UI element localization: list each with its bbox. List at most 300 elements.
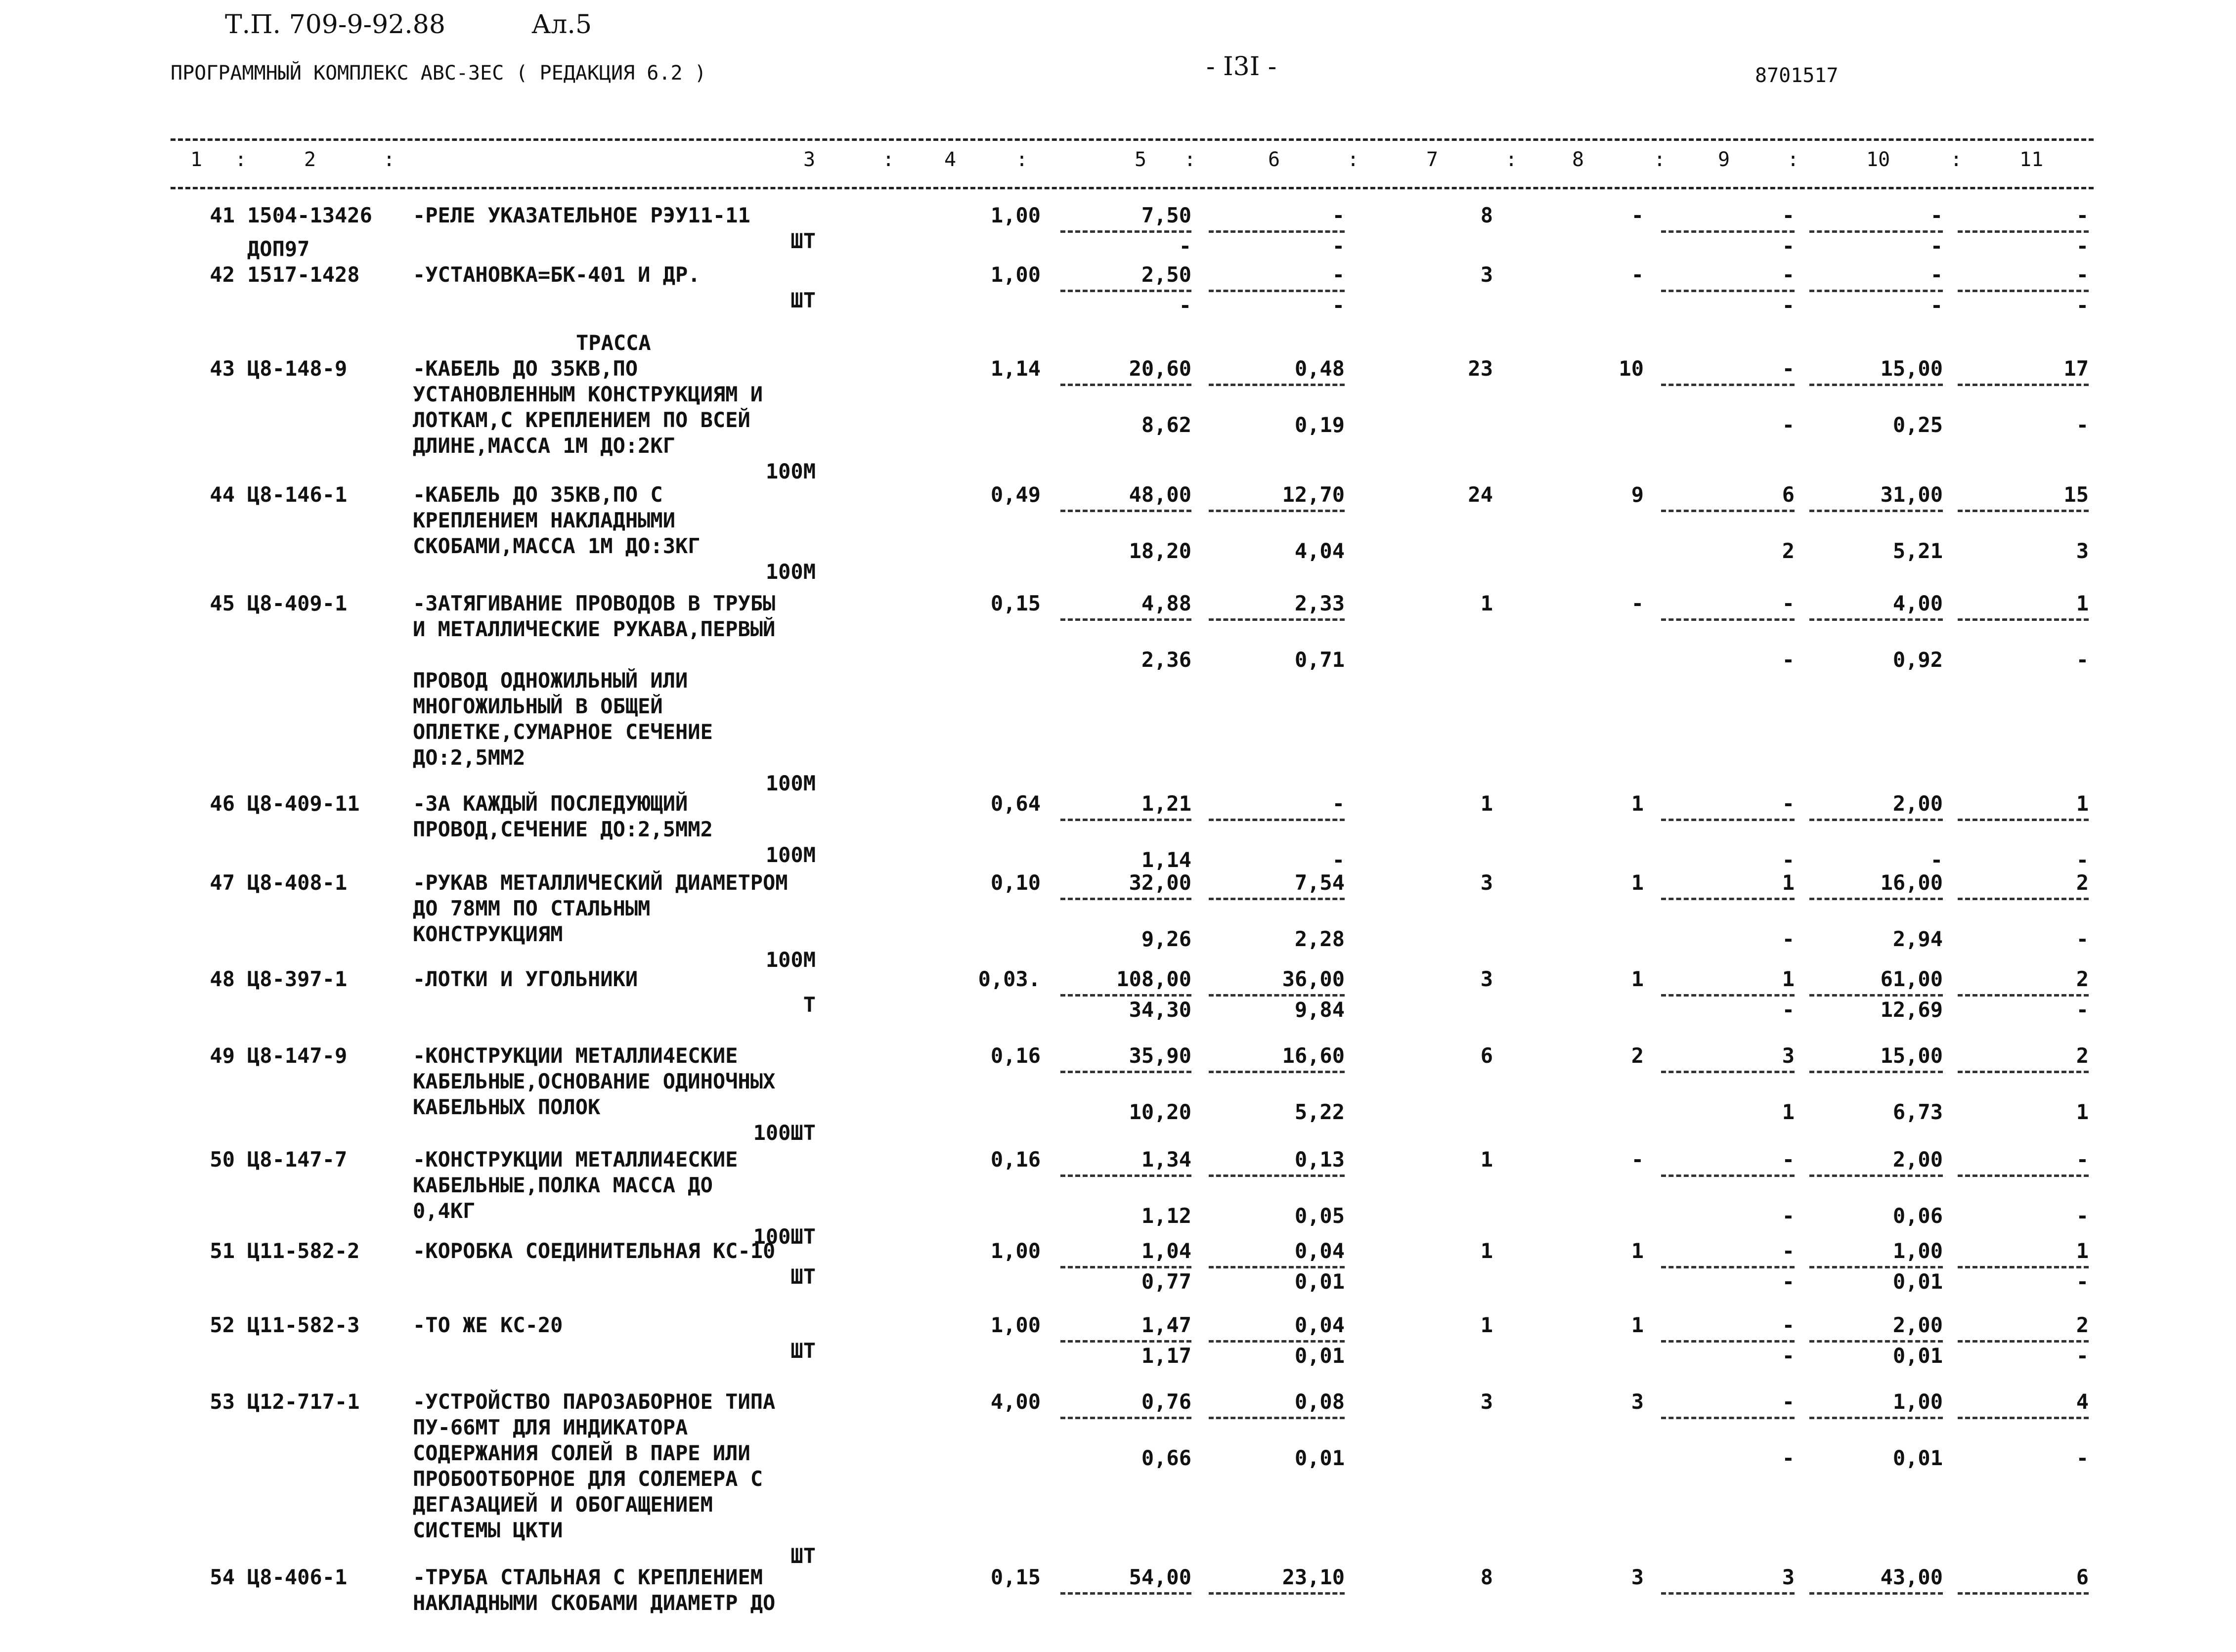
col8-value: 3 bbox=[1631, 1565, 1644, 1589]
row-description: -РУКАВ МЕТАЛЛИЧЕСКИЙ ДИАМЕТРОМ bbox=[413, 870, 788, 895]
col5-value: 35,90 bbox=[1129, 1043, 1191, 1068]
col11-second: - bbox=[2076, 1269, 2089, 1294]
col5-value: 2,50 bbox=[1141, 262, 1191, 287]
col8-value: 1 bbox=[1631, 791, 1644, 816]
row-description: СКОБАМИ,МАССА 1М ДО:3КГ bbox=[413, 534, 701, 558]
row-number: 52 bbox=[210, 1313, 235, 1337]
col10-value: 2,00 bbox=[1892, 791, 1943, 816]
col5-second: 18,20 bbox=[1129, 539, 1191, 563]
cell-underline bbox=[1958, 384, 2089, 386]
row-number: 53 bbox=[210, 1390, 235, 1414]
table-top-rule bbox=[171, 138, 2094, 141]
col9-value: 3 bbox=[1782, 1565, 1795, 1589]
cell-underline bbox=[1809, 230, 1943, 233]
col5-value: 4,88 bbox=[1141, 591, 1191, 615]
cell-underline bbox=[1958, 819, 2089, 821]
col5-value: 1,47 bbox=[1141, 1313, 1191, 1337]
col6-second: 5,22 bbox=[1294, 1100, 1345, 1124]
row-description: ПРОВОД,СЕЧЕНИЕ ДО:2,5ММ2 bbox=[413, 817, 713, 841]
col11-value: 1 bbox=[2076, 1239, 2089, 1263]
qty: 1,00 bbox=[990, 203, 1041, 227]
col6-value: 0,13 bbox=[1294, 1147, 1345, 1172]
col11-second: - bbox=[2076, 1344, 2089, 1368]
row-number: 51 bbox=[210, 1239, 235, 1263]
col7-value: 1 bbox=[1480, 1239, 1493, 1263]
row-number: 54 bbox=[210, 1565, 235, 1589]
col8-value: 2 bbox=[1631, 1043, 1644, 1068]
cell-underline bbox=[1958, 1340, 2089, 1343]
col6-value: 36,00 bbox=[1282, 967, 1345, 991]
cell-underline bbox=[1809, 290, 1943, 292]
cell-underline bbox=[1661, 290, 1795, 292]
col11-value: 1 bbox=[2076, 791, 2089, 816]
col9-second: - bbox=[1782, 293, 1795, 317]
col9-second: 1 bbox=[1782, 1100, 1795, 1124]
col5-second: - bbox=[1179, 234, 1191, 258]
col5-second: 2,36 bbox=[1141, 648, 1191, 672]
column-header-cell: 3 bbox=[803, 148, 816, 171]
row-unit: 100М bbox=[765, 771, 816, 795]
row-code: Ц8-147-7 bbox=[247, 1147, 348, 1172]
col9-second: - bbox=[1782, 648, 1795, 672]
row-description: -ТО ЖЕ КС-20 bbox=[413, 1313, 563, 1337]
cell-underline bbox=[1209, 1071, 1345, 1073]
cell-underline bbox=[1209, 618, 1345, 621]
col6-value: 16,60 bbox=[1282, 1043, 1345, 1068]
col11-second: - bbox=[2076, 998, 2089, 1022]
row-prefix: ДОП97 bbox=[247, 237, 310, 261]
column-header-cell: : bbox=[383, 148, 395, 171]
cell-underline bbox=[1060, 230, 1191, 233]
col9-value: - bbox=[1782, 591, 1795, 615]
cell-underline bbox=[1661, 898, 1795, 900]
row-description: ЛОТКАМ,С КРЕПЛЕНИЕМ ПО ВСЕЙ bbox=[413, 408, 750, 432]
cell-underline bbox=[1060, 994, 1191, 997]
row-description: ОПЛЕТКЕ,СУМАРНОЕ СЕЧЕНИЕ bbox=[413, 720, 713, 744]
col10-second: - bbox=[1930, 848, 1943, 872]
row-description: КАБЕЛЬНЫЕ,ОСНОВАНИЕ ОДИНОЧНЫХ bbox=[413, 1069, 776, 1093]
col5-value: 20,60 bbox=[1129, 356, 1191, 381]
row-unit: ШТ bbox=[790, 1264, 816, 1289]
col9-second: 2 bbox=[1782, 539, 1795, 563]
cell-underline bbox=[1060, 1174, 1191, 1177]
row-description: -КОНСТРУКЦИИ МЕТАЛЛИ4ЕСКИЕ bbox=[413, 1147, 738, 1172]
qty: 0,03. bbox=[978, 967, 1041, 991]
cell-underline bbox=[1209, 819, 1345, 821]
col10-second: 6,73 bbox=[1892, 1100, 1943, 1124]
qty: 1,00 bbox=[990, 1313, 1041, 1337]
qty: 0,10 bbox=[990, 870, 1041, 895]
col10-second: 0,01 bbox=[1892, 1269, 1943, 1294]
cell-underline bbox=[1060, 1340, 1191, 1343]
col6-second: 9,84 bbox=[1294, 998, 1345, 1022]
row-number: 44 bbox=[210, 482, 235, 507]
cell-underline bbox=[1958, 1266, 2089, 1268]
col10-second: 2,94 bbox=[1892, 927, 1943, 951]
col10-second: 12,69 bbox=[1880, 998, 1943, 1022]
column-header-cell: 6 bbox=[1268, 148, 1280, 171]
col10-value: 1,00 bbox=[1892, 1390, 1943, 1414]
col11-value: 1 bbox=[2076, 591, 2089, 615]
cell-underline bbox=[1661, 994, 1795, 997]
row-code: 1504-13426 bbox=[247, 203, 372, 227]
column-header-cell: : bbox=[1505, 148, 1518, 171]
column-header bbox=[171, 148, 2094, 178]
cell-underline bbox=[1661, 1071, 1795, 1073]
cell-underline bbox=[1958, 510, 2089, 512]
col11-second: - bbox=[2076, 293, 2089, 317]
col7-value: 1 bbox=[1480, 1313, 1493, 1337]
row-description: -УСТАНОВКА=БК-401 И ДР. bbox=[413, 262, 701, 287]
row-description: ПУ-66МТ ДЛЯ ИНДИКАТОРА bbox=[413, 1415, 688, 1439]
col10-value: 61,00 bbox=[1880, 967, 1943, 991]
col6-second: - bbox=[1332, 293, 1345, 317]
col8-value: - bbox=[1631, 262, 1644, 287]
cell-underline bbox=[1958, 618, 2089, 621]
qty: 0,16 bbox=[990, 1147, 1041, 1172]
cell-underline bbox=[1060, 290, 1191, 292]
cell-underline bbox=[1209, 290, 1345, 292]
document-code: 8701517 bbox=[1755, 64, 1839, 87]
row-description: УСТАНОВЛЕННЫМ КОНСТРУКЦИЯМ И bbox=[413, 382, 763, 406]
col6-second: 0,01 bbox=[1294, 1269, 1345, 1294]
col5-second: 10,20 bbox=[1129, 1100, 1191, 1124]
row-number: 42 bbox=[210, 262, 235, 287]
row-description: -ЛОТКИ И УГОЛЬНИКИ bbox=[413, 967, 638, 991]
column-header-cell: : bbox=[235, 148, 247, 171]
column-header-cell: : bbox=[1347, 148, 1359, 171]
col11-second: - bbox=[2076, 1446, 2089, 1470]
cell-underline bbox=[1958, 1071, 2089, 1073]
col6-second: 0,71 bbox=[1294, 648, 1345, 672]
col6-second: 2,28 bbox=[1294, 927, 1345, 951]
row-code: Ц8-408-1 bbox=[247, 870, 348, 895]
row-number: 43 bbox=[210, 356, 235, 381]
col5-value: 1,34 bbox=[1141, 1147, 1191, 1172]
row-description: -КОРОБКА СОЕДИНИТЕЛЬНАЯ КС-10 bbox=[413, 1239, 776, 1263]
cell-underline bbox=[1661, 819, 1795, 821]
col10-second: 0,06 bbox=[1892, 1204, 1943, 1228]
col7-value: 8 bbox=[1480, 1565, 1493, 1589]
row-number: 41 bbox=[210, 203, 235, 227]
col6-second: 0,19 bbox=[1294, 413, 1345, 437]
row-code: Ц8-406-1 bbox=[247, 1565, 348, 1589]
cell-underline bbox=[1060, 384, 1191, 386]
cell-underline bbox=[1060, 1071, 1191, 1073]
col8-value: 9 bbox=[1631, 482, 1644, 507]
col5-value: 7,50 bbox=[1141, 203, 1191, 227]
cell-underline bbox=[1661, 384, 1795, 386]
col6-second: 0,05 bbox=[1294, 1204, 1345, 1228]
row-number: 48 bbox=[210, 967, 235, 991]
row-description: 0,4КГ bbox=[413, 1199, 476, 1223]
row-number: 49 bbox=[210, 1043, 235, 1068]
col5-value: 1,04 bbox=[1141, 1239, 1191, 1263]
col10-value: - bbox=[1930, 262, 1943, 287]
cell-underline bbox=[1661, 1266, 1795, 1268]
col11-value: 17 bbox=[2063, 356, 2089, 381]
row-unit: ШТ bbox=[790, 1544, 816, 1568]
column-header-cell: 10 bbox=[1866, 148, 1890, 171]
header-bottom-rule bbox=[171, 187, 2094, 189]
col7-value: 8 bbox=[1480, 203, 1493, 227]
page-number: - I3I - bbox=[1206, 52, 1277, 82]
cell-underline bbox=[1661, 1174, 1795, 1177]
col10-value: 2,00 bbox=[1892, 1313, 1943, 1337]
row-number: 45 bbox=[210, 591, 235, 615]
cell-underline bbox=[1809, 1592, 1943, 1595]
col11-second: 3 bbox=[2076, 539, 2089, 563]
software-label: ПРОГРАММНЫЙ КОМПЛЕКС АВС-3ЕС ( РЕДАКЦИЯ 6.2 ) bbox=[171, 62, 706, 85]
cell-underline bbox=[1809, 510, 1943, 512]
col9-value: - bbox=[1782, 1147, 1795, 1172]
column-header-cell: 7 bbox=[1426, 148, 1439, 171]
col6-value: 0,04 bbox=[1294, 1239, 1345, 1263]
col11-second: 1 bbox=[2076, 1100, 2089, 1124]
col8-value: 1 bbox=[1631, 1313, 1644, 1337]
row-description: КАБЕЛЬНЫЕ,ПОЛКА МАССА ДО bbox=[413, 1173, 713, 1197]
cell-underline bbox=[1958, 230, 2089, 233]
col9-value: 3 bbox=[1782, 1043, 1795, 1068]
qty: 0,16 bbox=[990, 1043, 1041, 1068]
col10-second: 0,25 bbox=[1892, 413, 1943, 437]
cell-underline bbox=[1958, 898, 2089, 900]
column-header-cell: : bbox=[1016, 148, 1028, 171]
row-code: Ц8-409-1 bbox=[247, 591, 348, 615]
cell-underline bbox=[1209, 1592, 1345, 1595]
cell-underline bbox=[1661, 1340, 1795, 1343]
row-description: ДО:2,5ММ2 bbox=[413, 745, 526, 770]
cell-underline bbox=[1060, 1592, 1191, 1595]
col9-second: - bbox=[1782, 927, 1795, 951]
col7-value: 23 bbox=[1468, 356, 1493, 381]
cell-underline bbox=[1809, 1266, 1943, 1268]
col5-second: - bbox=[1179, 293, 1191, 317]
row-number: 46 bbox=[210, 791, 235, 816]
row-description: ПРОВОД ОДНОЖИЛЬНЫЙ ИЛИ bbox=[413, 668, 688, 693]
cell-underline bbox=[1958, 1174, 2089, 1177]
row-unit: Т bbox=[803, 993, 816, 1017]
col10-second: 0,01 bbox=[1892, 1344, 1943, 1368]
row-description: -РЕЛЕ УКАЗАТЕЛЬНОЕ РЭУ11-11 bbox=[413, 203, 750, 227]
col5-second: 0,66 bbox=[1141, 1446, 1191, 1470]
col5-value: 108,00 bbox=[1116, 967, 1191, 991]
cell-underline bbox=[1661, 230, 1795, 233]
cell-underline bbox=[1809, 384, 1943, 386]
col5-second: 1,17 bbox=[1141, 1344, 1191, 1368]
col9-second: - bbox=[1782, 1204, 1795, 1228]
col5-second: 8,62 bbox=[1141, 413, 1191, 437]
row-description: ДЕГАЗАЦИЕЙ И ОБОГАЩЕНИЕМ bbox=[413, 1492, 713, 1517]
col8-value: - bbox=[1631, 203, 1644, 227]
row-description: ДЛИНЕ,МАССА 1М ДО:2КГ bbox=[413, 434, 676, 458]
cell-underline bbox=[1809, 898, 1943, 900]
cell-underline bbox=[1209, 1266, 1345, 1268]
col9-value: - bbox=[1782, 356, 1795, 381]
col7-value: 6 bbox=[1480, 1043, 1493, 1068]
cell-underline bbox=[1958, 1592, 2089, 1595]
cell-underline bbox=[1809, 1417, 1943, 1419]
col11-value: - bbox=[2076, 262, 2089, 287]
col5-value: 0,76 bbox=[1141, 1390, 1191, 1414]
column-header-cell: 4 bbox=[944, 148, 957, 171]
col7-value: 3 bbox=[1480, 262, 1493, 287]
row-number: 47 bbox=[210, 870, 235, 895]
column-header-cell: 8 bbox=[1572, 148, 1584, 171]
cell-underline bbox=[1958, 290, 2089, 292]
col9-value: 1 bbox=[1782, 870, 1795, 895]
col7-value: 3 bbox=[1480, 967, 1493, 991]
col10-second: 5,21 bbox=[1892, 539, 1943, 563]
column-header-cell: : bbox=[1950, 148, 1963, 171]
row-prefix: ТРАССА bbox=[576, 331, 651, 355]
qty: 0,49 bbox=[990, 482, 1041, 507]
col11-value: - bbox=[2076, 1147, 2089, 1172]
column-header-cell: 11 bbox=[2019, 148, 2044, 171]
col11-second: - bbox=[2076, 234, 2089, 258]
col6-value: 2,33 bbox=[1294, 591, 1345, 615]
column-header-cell: 5 bbox=[1135, 148, 1147, 171]
col8-value: - bbox=[1631, 1147, 1644, 1172]
col9-second: - bbox=[1782, 998, 1795, 1022]
row-unit: ШТ bbox=[790, 229, 816, 253]
col5-second: 0,77 bbox=[1141, 1269, 1191, 1294]
cell-underline bbox=[1958, 1417, 2089, 1419]
cell-underline bbox=[1209, 1417, 1345, 1419]
col8-value: 1 bbox=[1631, 967, 1644, 991]
row-description: СОДЕРЖАНИЯ СОЛЕЙ В ПАРЕ ИЛИ bbox=[413, 1441, 750, 1465]
col11-value: 4 bbox=[2076, 1390, 2089, 1414]
row-description: И МЕТАЛЛИЧЕСКИЕ РУКАВА,ПЕРВЫЙ bbox=[413, 617, 776, 641]
column-header-cell: : bbox=[1654, 148, 1666, 171]
col5-value: 32,00 bbox=[1129, 870, 1191, 895]
row-description: ДО 78ММ ПО СТАЛЬНЫМ bbox=[413, 896, 651, 920]
col6-second: - bbox=[1332, 848, 1345, 872]
col9-second: - bbox=[1782, 1446, 1795, 1470]
row-unit: 100М bbox=[765, 459, 816, 483]
col9-second: - bbox=[1782, 413, 1795, 437]
row-code: Ц8-146-1 bbox=[247, 482, 348, 507]
qty: 0,64 bbox=[990, 791, 1041, 816]
col10-value: 4,00 bbox=[1892, 591, 1943, 615]
qty: 1,00 bbox=[990, 1239, 1041, 1263]
qty: 4,00 bbox=[990, 1390, 1041, 1414]
cell-underline bbox=[1661, 1417, 1795, 1419]
row-unit: 100М bbox=[765, 948, 816, 972]
col5-value: 1,21 bbox=[1141, 791, 1191, 816]
col8-value: 1 bbox=[1631, 870, 1644, 895]
row-number: 50 bbox=[210, 1147, 235, 1172]
row-description: МНОГОЖИЛЬНЫЙ В ОБЩЕЙ bbox=[413, 694, 663, 718]
row-code: Ц8-409-11 bbox=[247, 791, 360, 816]
qty: 0,15 bbox=[990, 591, 1041, 615]
col10-second: - bbox=[1930, 293, 1943, 317]
cell-underline bbox=[1661, 618, 1795, 621]
row-description: КРЕПЛЕНИЕМ НАКЛАДНЫМИ bbox=[413, 508, 676, 532]
col9-value: - bbox=[1782, 791, 1795, 816]
col6-value: 23,10 bbox=[1282, 1565, 1345, 1589]
cell-underline bbox=[1958, 994, 2089, 997]
col10-value: 16,00 bbox=[1880, 870, 1943, 895]
col6-value: - bbox=[1332, 262, 1345, 287]
col9-value: - bbox=[1782, 1390, 1795, 1414]
col10-value: 15,00 bbox=[1880, 356, 1943, 381]
cell-underline bbox=[1809, 1071, 1943, 1073]
col9-value: - bbox=[1782, 203, 1795, 227]
col6-second: - bbox=[1332, 234, 1345, 258]
cell-underline bbox=[1661, 510, 1795, 512]
album-number: Ал.5 bbox=[531, 10, 592, 40]
row-code: Ц8-147-9 bbox=[247, 1043, 348, 1068]
col6-value: - bbox=[1332, 203, 1345, 227]
col9-value: - bbox=[1782, 1313, 1795, 1337]
row-description: НАКЛАДНЫМИ СКОБАМИ ДИАМЕТР ДО bbox=[413, 1591, 776, 1615]
col8-value: 1 bbox=[1631, 1239, 1644, 1263]
col11-second: - bbox=[2076, 413, 2089, 437]
row-code: Ц8-397-1 bbox=[247, 967, 348, 991]
row-unit: 100М bbox=[765, 560, 816, 584]
col7-value: 1 bbox=[1480, 591, 1493, 615]
col11-second: - bbox=[2076, 1204, 2089, 1228]
col6-value: - bbox=[1332, 791, 1345, 816]
qty: 0,15 bbox=[990, 1565, 1041, 1589]
col7-value: 3 bbox=[1480, 870, 1493, 895]
column-header-cell: 2 bbox=[304, 148, 316, 171]
cell-underline bbox=[1060, 510, 1191, 512]
cell-underline bbox=[1809, 994, 1943, 997]
cell-underline bbox=[1809, 1174, 1943, 1177]
cell-underline bbox=[1060, 1417, 1191, 1419]
cell-underline bbox=[1060, 618, 1191, 621]
qty: 1,14 bbox=[990, 356, 1041, 381]
col9-value: - bbox=[1782, 1239, 1795, 1263]
row-description: -КАБЕЛЬ ДО 35КВ,ПО С bbox=[413, 482, 663, 507]
cell-underline bbox=[1209, 510, 1345, 512]
row-code: Ц8-148-9 bbox=[247, 356, 348, 381]
project-number: Т.П. 709-9-92.88 bbox=[225, 10, 445, 40]
col5-second: 34,30 bbox=[1129, 998, 1191, 1022]
col11-value: - bbox=[2076, 203, 2089, 227]
col5-second: 1,12 bbox=[1141, 1204, 1191, 1228]
col9-second: - bbox=[1782, 848, 1795, 872]
col8-value: 3 bbox=[1631, 1390, 1644, 1414]
col11-value: 2 bbox=[2076, 1313, 2089, 1337]
cell-underline bbox=[1809, 1340, 1943, 1343]
col9-value: 1 bbox=[1782, 967, 1795, 991]
col7-value: 1 bbox=[1480, 1147, 1493, 1172]
col8-value: 10 bbox=[1619, 356, 1644, 381]
col10-value: 1,00 bbox=[1892, 1239, 1943, 1263]
column-header-cell: : bbox=[1787, 148, 1799, 171]
row-unit: ШТ bbox=[790, 288, 816, 312]
col6-value: 0,08 bbox=[1294, 1390, 1345, 1414]
col10-value: - bbox=[1930, 203, 1943, 227]
col10-second: - bbox=[1930, 234, 1943, 258]
row-description: ПРОБООТБОРНОЕ ДЛЯ СОЛЕМЕРА С bbox=[413, 1467, 763, 1491]
col6-value: 12,70 bbox=[1282, 482, 1345, 507]
row-code: Ц11-582-2 bbox=[247, 1239, 360, 1263]
col10-value: 15,00 bbox=[1880, 1043, 1943, 1068]
col7-value: 3 bbox=[1480, 1390, 1493, 1414]
col11-value: 2 bbox=[2076, 870, 2089, 895]
col6-second: 0,01 bbox=[1294, 1344, 1345, 1368]
cell-underline bbox=[1209, 898, 1345, 900]
cell-underline bbox=[1060, 1266, 1191, 1268]
column-header-cell: 9 bbox=[1718, 148, 1730, 171]
row-description: СИСТЕМЫ ЦКТИ bbox=[413, 1518, 563, 1542]
col5-value: 48,00 bbox=[1129, 482, 1191, 507]
col5-value: 54,00 bbox=[1129, 1565, 1191, 1589]
